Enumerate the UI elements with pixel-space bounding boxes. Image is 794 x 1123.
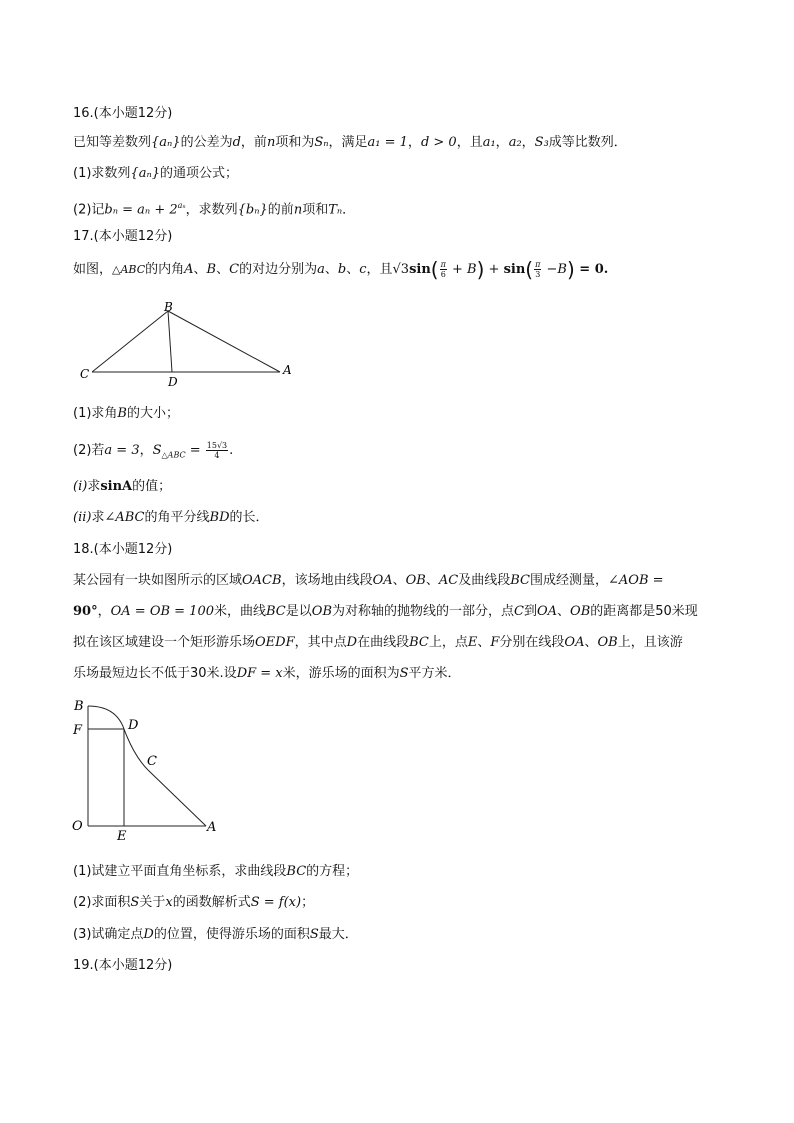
q18-text: 平方米． <box>408 666 461 681</box>
side-CB <box>92 311 168 372</box>
q18-text: 是以 <box>285 604 312 619</box>
math: B <box>117 406 127 421</box>
math: BD <box>209 510 230 525</box>
side-BA <box>168 311 280 372</box>
q16-text: ， <box>521 135 535 150</box>
frac-den: 4 <box>214 451 220 460</box>
math: d <box>232 135 241 150</box>
q17-text: 、 <box>346 262 360 277</box>
q18-part3 <box>73 925 358 945</box>
math: c <box>359 262 367 277</box>
q16-text: 成等比数列． <box>548 135 627 150</box>
frac-den: 3 <box>535 270 541 279</box>
q18-text: 、 <box>425 573 439 588</box>
math: OACB <box>242 573 282 588</box>
label-A: A <box>207 820 217 835</box>
q17-text: 的内角 <box>145 262 185 277</box>
math: BC <box>266 604 286 619</box>
math-fraction <box>440 260 447 279</box>
label-E: E <box>117 829 127 844</box>
q18-line4 <box>73 664 461 684</box>
q17-text: ，且 <box>366 262 393 277</box>
q18-text: 为对称轴的抛物线的一部分，点 <box>332 604 515 619</box>
math: BC <box>409 635 429 650</box>
label-D: D <box>128 718 139 733</box>
frac-num: π <box>535 260 541 269</box>
label-D: D <box>168 375 178 389</box>
math-fraction <box>534 260 541 279</box>
q16-text: ，前 <box>240 135 267 150</box>
label-O: O <box>72 819 83 834</box>
q18-text: 的函数解析式 <box>172 895 251 910</box>
math-paren: ) <box>566 257 575 282</box>
math: DF = x <box>236 666 283 681</box>
q18-text: 、 <box>557 604 571 619</box>
math: OB <box>405 573 426 588</box>
q17-part1 <box>73 404 179 424</box>
math: OB <box>311 604 332 619</box>
frac-num: π <box>440 260 446 269</box>
q18-text: (2)求面积 <box>73 895 131 910</box>
math: + B <box>447 262 477 277</box>
math: S <box>152 443 162 458</box>
math: C <box>514 604 524 619</box>
q17-text: 的大小； <box>126 406 179 421</box>
math: D <box>143 927 154 942</box>
q18-text: ，其中点 <box>294 635 347 650</box>
q17-text: 的长． <box>229 510 269 525</box>
math: AC <box>438 573 459 588</box>
segment-CA <box>148 770 206 826</box>
math: −B <box>542 262 567 277</box>
q18-text: 、 <box>392 573 406 588</box>
q18-text: 最大． <box>318 927 358 942</box>
math: OA = OB = 100 <box>110 604 214 619</box>
q16-text: ，求数列 <box>185 202 238 218</box>
q18-text: 的方程； <box>306 864 359 879</box>
q17-text: 的值； <box>132 479 172 494</box>
math: b <box>337 262 347 277</box>
math: S = f(x) <box>250 895 302 910</box>
q18-text: ， <box>97 604 111 619</box>
triangle-figure <box>78 302 298 390</box>
math-fraction <box>206 441 228 460</box>
math: BC <box>510 573 530 588</box>
q17-part-i <box>73 477 171 497</box>
q18-header: 18.(本小题12分) <box>73 542 173 557</box>
q17-text: (1)求角 <box>73 406 118 421</box>
q16-header: 16.(本小题12分) <box>73 106 173 121</box>
math: d > 0 <box>420 135 457 150</box>
math: a₁ = 1 <box>367 135 408 150</box>
math: △ABC <box>112 263 146 276</box>
q16-text: ，满足 <box>328 135 368 150</box>
math: a₁ <box>482 135 496 150</box>
q17-text: 的对边分别为 <box>239 262 318 277</box>
q18-line3 <box>73 633 683 653</box>
q19-header: 19.(本小题12分) <box>73 958 173 973</box>
q16-text: ． <box>342 202 356 218</box>
q16-text: 项和 <box>302 202 329 218</box>
label-A: A <box>283 363 292 377</box>
math: D <box>346 635 358 650</box>
curve-BC <box>88 706 148 770</box>
q16-text: 的公差为 <box>180 135 233 150</box>
frac-num: 15√3 <box>206 441 228 450</box>
q16-part2 <box>73 196 355 220</box>
math-exponent: aₙ <box>177 201 186 210</box>
q18-text: 分别在线段 <box>499 635 565 650</box>
q18-text: 围成经测量， <box>529 573 608 588</box>
q17-text: 求 <box>87 479 101 494</box>
math: ∠ABC <box>104 510 145 525</box>
label-B: B <box>74 699 84 714</box>
math: S₃ <box>534 135 549 150</box>
q18-text: (3)试确定点 <box>73 927 144 942</box>
q18-part2 <box>73 893 314 913</box>
q18-text: 及曲线段 <box>458 573 511 588</box>
q17-text: (2)若 <box>73 443 105 458</box>
math: √3 <box>392 262 410 277</box>
math: = 0. <box>574 262 609 277</box>
math: sin <box>503 262 526 277</box>
q18-text: 关于 <box>139 895 166 910</box>
q16-stem <box>73 133 627 153</box>
math: n <box>293 202 303 218</box>
label-C: C <box>80 367 90 381</box>
math: S <box>309 927 319 942</box>
math: Tₙ <box>328 202 343 218</box>
q17-text: 、 <box>216 262 230 277</box>
math: BC <box>286 864 307 879</box>
q17-part2 <box>73 441 233 466</box>
q18-part1 <box>73 862 358 882</box>
q18-line2 <box>73 602 698 622</box>
math: sinA <box>100 479 133 494</box>
label-B: B <box>164 302 173 314</box>
math: a₂ <box>508 135 522 150</box>
math-paren: ) <box>476 257 485 282</box>
q16-text: 已知等差数列 <box>73 135 152 150</box>
math: a = 3 <box>104 443 140 458</box>
q17-text: ， <box>139 443 153 458</box>
q16-text: ，且 <box>456 135 483 150</box>
math: A <box>184 262 194 277</box>
math: OA <box>536 604 558 619</box>
q16-text: ， <box>495 135 509 150</box>
math-subscript: △ABC <box>161 450 186 460</box>
math: sin <box>409 262 431 277</box>
park-figure <box>68 694 228 846</box>
math: OB <box>597 635 618 650</box>
math-paren: ( <box>430 257 439 282</box>
math: x <box>165 895 173 910</box>
segment-BD <box>168 311 172 372</box>
label-C: C <box>147 754 157 769</box>
q18-text: 、 <box>477 635 491 650</box>
math: B <box>206 262 217 277</box>
q17-text: 的角平分线 <box>144 510 210 525</box>
q18-text: (1)试建立平面直角坐标系，求曲线段 <box>73 864 287 879</box>
math: {aₙ} <box>130 166 160 181</box>
math: {aₙ} <box>151 135 181 150</box>
q16-text: 的通项公式； <box>159 166 238 181</box>
math: . <box>229 443 234 458</box>
q17-text: 、 <box>324 262 338 277</box>
math: bₙ = aₙ + 2 <box>104 202 178 218</box>
q18-text: 的位置，使得游乐场的面积 <box>153 927 310 942</box>
math: Sₙ <box>314 135 329 150</box>
q17-part-ii <box>73 508 269 528</box>
q18-text: 拟在该区域建设一个矩形游乐场 <box>73 635 256 650</box>
q17-text: 求 <box>91 510 105 525</box>
math: a <box>317 262 325 277</box>
q18-text: ，该场地由线段 <box>281 573 373 588</box>
math: (ii) <box>73 510 92 525</box>
math: OB <box>570 604 591 619</box>
q17-header: 17.(本小题12分) <box>73 229 173 244</box>
math: C <box>229 262 240 277</box>
q18-text: 的距离都是50米现 <box>590 604 698 619</box>
q18-text: ； <box>301 895 315 910</box>
q18-text: 上，点 <box>428 635 468 650</box>
math: + <box>484 262 504 277</box>
q18-text: 米，曲线 <box>214 604 267 619</box>
q18-text: 某公园有一块如图所示的区域 <box>73 573 243 588</box>
q18-text: 上，且该游 <box>617 635 683 650</box>
math: S <box>399 666 409 681</box>
math: 90° <box>73 604 98 619</box>
q18-text: 在曲线段 <box>357 635 410 650</box>
math: F <box>490 635 500 650</box>
q16-part1 <box>73 164 238 184</box>
math: n <box>266 135 276 150</box>
q18-line1 <box>73 571 664 591</box>
q17-text: 、 <box>193 262 207 277</box>
q18-text: 到 <box>523 604 537 619</box>
math: OA <box>564 635 585 650</box>
math: ∠AOB = <box>608 573 664 588</box>
q18-text: 乐场最短边长不低于30米.设 <box>73 666 237 681</box>
math: OA <box>372 573 393 588</box>
q16-text: (2)记 <box>73 202 105 218</box>
q16-text: ， <box>407 135 421 150</box>
q18-text: 米，游乐场的面积为 <box>282 666 400 681</box>
q16-text: 的前 <box>267 202 294 218</box>
math: {bₙ} <box>237 202 268 218</box>
math: OEDF <box>255 635 295 650</box>
math: = <box>185 443 205 458</box>
q17-text: 如图， <box>73 262 113 277</box>
q16-text: (1)求数列 <box>73 166 131 181</box>
frac-den: 6 <box>440 270 446 279</box>
q17-stem <box>73 257 609 282</box>
math: S <box>130 895 140 910</box>
math: (i) <box>73 479 88 494</box>
label-F: F <box>73 723 83 738</box>
q16-text: 项和为 <box>275 135 315 150</box>
q18-text: 、 <box>584 635 598 650</box>
math-paren: ( <box>525 257 534 282</box>
math: E <box>467 635 478 650</box>
